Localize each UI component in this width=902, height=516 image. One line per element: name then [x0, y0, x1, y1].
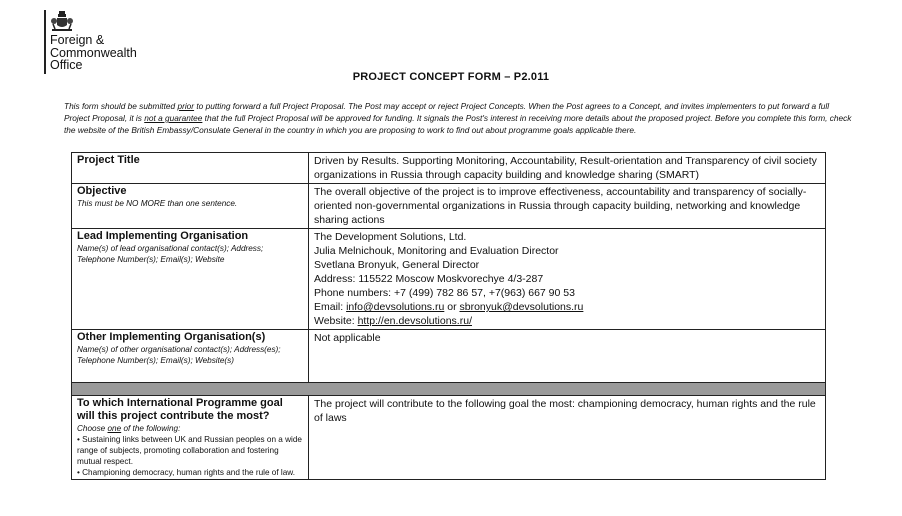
intro-text: that the full Project Proposal will be approved for funding. It signals the Post's interest in receiving more details about the proposed project. Before you complete this form, check the website of the British Embassy/Consulate General in the country in which you are proposing to work to find out about programme goals applicable there.: [64, 113, 852, 135]
coat-of-arms-icon: [50, 10, 74, 32]
label-cell: [72, 229, 309, 330]
phone-line: Phone numbers: +7 (499) 782 86 57, +7(963) 667 90 53: [314, 287, 575, 299]
row-label: Lead Implementing Organisation: [77, 230, 249, 242]
row-programme-goal: [72, 396, 826, 480]
concept-form-table: [71, 152, 826, 480]
intro-text: to putting forward a full Project Proposal. The Post may accept or reject Project Concepts. When the Post agrees to a Concept, and invites implementers to put forward a full Project Proposal, it is: [64, 101, 830, 123]
row-hint: Name(s) of lead organisational contact(s); Address; Telephone Number(s); Email(s); Website: [77, 244, 264, 264]
org-name-line: Office: [50, 58, 83, 72]
org-name-line: Commonwealth: [50, 45, 137, 60]
intro-emphasis: not a guarantee: [144, 113, 203, 123]
hint-emphasis: one: [107, 424, 122, 433]
row-project-title: [72, 153, 826, 184]
email-line: [314, 300, 820, 314]
value-cell: The overall objective of the project is to improve effectiveness, accountability and transparency of socially-oriented non-governmental organizations in Russia through capacity building, networking and knowledge sharing actions: [309, 184, 826, 229]
row-label: To which International Programme goal will this project contribute the most?: [77, 397, 283, 422]
value-cell: The project will contribute to the following goal the most: championing democracy, human rights and the rule of laws: [309, 396, 826, 480]
section-divider-row: [72, 383, 826, 396]
email-link[interactable]: info@devsolutions.ru: [346, 301, 445, 313]
row-hint: This must be NO MORE than one sentence.: [77, 199, 238, 208]
row-hint: Name(s) of other organisational contact(s); Address(es); Telephone Number(s); Email(s); Website(s): [77, 345, 281, 365]
contact-line: Svetlana Bronyuk, General Director: [314, 259, 480, 271]
value-cell: Not applicable: [309, 330, 826, 383]
form-title: PROJECT CONCEPT FORM – P2.011: [352, 71, 550, 83]
row-other-organisation: [72, 330, 826, 383]
goal-option: • Sustaining links between UK and Russian peoples on a wide range of subjects, promoting collaboration and fostering mutual respect.: [77, 435, 302, 466]
row-label: Project Title: [77, 154, 140, 166]
email-separator: or: [444, 301, 460, 313]
goal-option: • Championing democracy, human rights and the rule of law.: [77, 468, 295, 477]
org-name: [50, 34, 160, 72]
label-cell: [72, 153, 309, 184]
value-cell: Driven by Results. Supporting Monitoring, Accountability, Result-orientation and Transparency of civil society organizations in Russia through capacity building and knowledge sharing (SMART): [309, 153, 826, 184]
website-line: [314, 314, 820, 328]
intro-emphasis: prior: [177, 101, 195, 111]
logo-divider: [44, 10, 46, 74]
row-hint: [77, 423, 303, 434]
email-label: Email:: [314, 301, 347, 313]
org-line: The Development Solutions, Ltd.: [314, 231, 467, 243]
row-objective: [72, 184, 826, 229]
org-name-line: Foreign &: [50, 33, 105, 47]
hint-text: Choose: [77, 424, 108, 433]
website-label: Website:: [314, 315, 358, 327]
row-label: Other Implementing Organisation(s): [77, 331, 266, 343]
intro-text: This form should be submitted: [64, 101, 178, 111]
row-label: Objective: [77, 185, 127, 197]
row-lead-organisation: [72, 229, 826, 330]
contact-line: Julia Melnichouk, Monitoring and Evaluation Director: [314, 245, 559, 257]
label-cell: [72, 330, 309, 383]
value-cell: [309, 229, 826, 330]
intro-paragraph: [64, 100, 854, 136]
website-link[interactable]: http://en.devsolutions.ru/: [357, 315, 472, 327]
label-cell: [72, 396, 309, 480]
address-line: Address: 115522 Moscow Moskvorechye 4/3-287: [314, 273, 544, 285]
label-cell: [72, 184, 309, 229]
email-link[interactable]: sbronyuk@devsolutions.ru: [459, 301, 584, 313]
hint-text: of the following:: [121, 424, 181, 433]
shaded-divider: [72, 383, 826, 396]
